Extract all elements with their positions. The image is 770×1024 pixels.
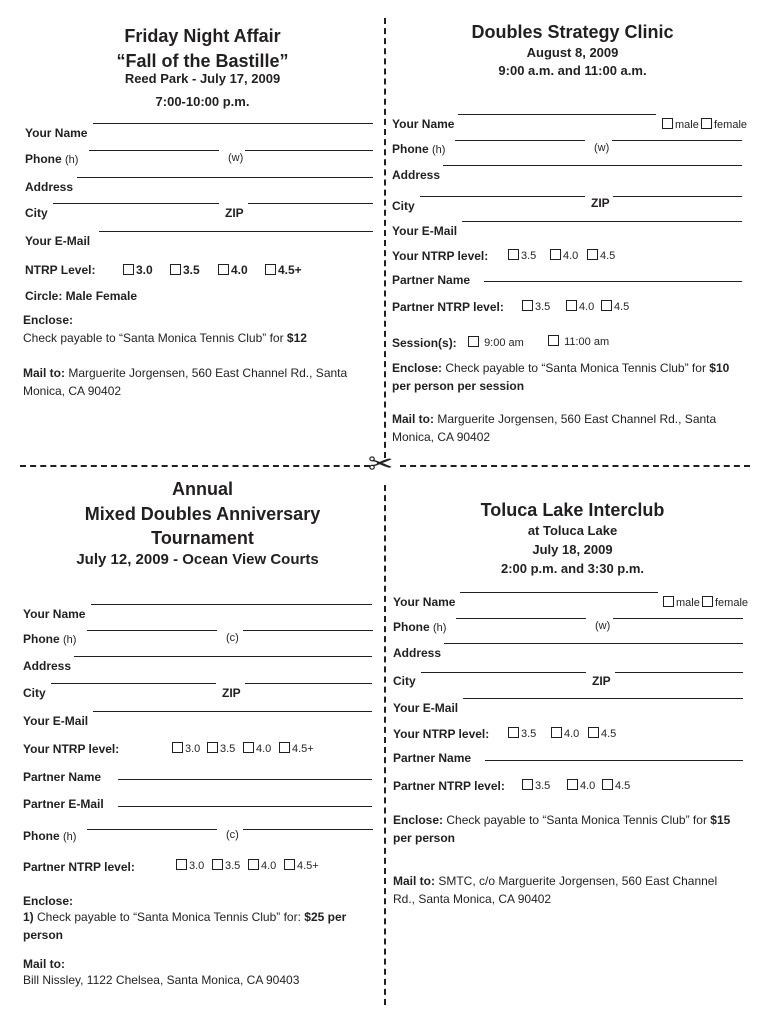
q3-title-line2: Mixed Doubles Anniversary: [84, 504, 321, 524]
q1-ntrp-option[interactable]: 3.0: [123, 263, 153, 277]
q2-title: Doubles Strategy Clinic: [471, 22, 674, 42]
checkbox-icon: [284, 859, 295, 870]
q3-title-line1: Annual: [172, 479, 233, 499]
q4-subtitle-line2: July 18, 2009: [532, 542, 613, 557]
q2-email-field[interactable]: [462, 221, 742, 222]
q1-city-field[interactable]: [53, 203, 219, 204]
q4-ntrp-option[interactable]: 4.5: [588, 727, 616, 740]
q4-email-field[interactable]: [463, 698, 743, 699]
q4-address-label: Address: [393, 646, 442, 660]
q2-ntrp-option[interactable]: 3.5: [508, 249, 536, 262]
q4-ntrp-option[interactable]: 4.0: [551, 727, 579, 740]
checkbox-icon: [172, 742, 183, 753]
checkbox-icon: [601, 300, 612, 311]
q1-title-line2: “Fall of the Bastille”: [116, 51, 289, 71]
checkbox-icon: [508, 727, 519, 738]
q1-email-field[interactable]: [99, 231, 373, 232]
checkbox-icon: [663, 596, 674, 607]
q1-name-label: Your Name: [25, 126, 88, 140]
q4-subtitle-line1: at Toluca Lake: [527, 523, 618, 538]
q3-ntrp-option[interactable]: 4.0: [243, 742, 271, 755]
q4-name-field[interactable]: [460, 592, 658, 593]
q3-partner-name-field[interactable]: [118, 779, 372, 780]
checkbox-icon: [551, 727, 562, 738]
q1-zip-label: ZIP: [225, 206, 244, 220]
q4-partner-name-field[interactable]: [485, 760, 743, 761]
q1-check-instructions: Check payable to “Santa Monica Tennis Club” for $12: [23, 331, 307, 345]
checkbox-icon: [662, 118, 673, 129]
q3-email-label: Your E-Mail: [23, 714, 89, 728]
q3-city-label: City: [23, 686, 46, 700]
q3-address-field[interactable]: [74, 656, 372, 657]
checkbox-icon: [243, 742, 254, 753]
q3-partner-email-field[interactable]: [118, 806, 372, 807]
q4-phone-work-field[interactable]: [613, 618, 743, 619]
checkbox-icon: [508, 249, 519, 260]
q3-phone-cell-field[interactable]: [243, 630, 373, 631]
q2-zip-field[interactable]: [613, 196, 742, 197]
q4-ntrp-option[interactable]: 3.5: [508, 727, 536, 740]
checkbox-icon: [522, 779, 533, 790]
checkbox-icon: [550, 249, 561, 260]
q4-title: Toluca Lake Interclub: [480, 500, 665, 520]
q3-partner-ntrp-label: Partner NTRP level:: [23, 860, 135, 874]
q4-phone-label: Phone (h): [393, 620, 447, 634]
checkbox-icon: [587, 249, 598, 260]
checkbox-icon: [123, 264, 134, 275]
checkbox-icon: [207, 742, 218, 753]
q1-subtitle-line1: Reed Park - July 17, 2009: [124, 71, 281, 86]
q4-partner-ntrp-option[interactable]: 4.0: [567, 779, 595, 792]
q2-partner-ntrp-label: Partner NTRP level:: [392, 300, 504, 314]
q1-ntrp-option[interactable]: 3.5: [170, 263, 200, 277]
checkbox-icon: [468, 336, 479, 347]
q3-mail-address: Bill Nissley, 1122 Chelsea, Santa Monica, CA 90403: [23, 973, 300, 987]
q2-email-label: Your E-Mail: [392, 224, 458, 238]
q3-zip-label: ZIP: [222, 686, 241, 700]
q3-city-field[interactable]: [51, 683, 216, 684]
q1-phone-label: Phone (h): [25, 152, 79, 166]
checkbox-icon: [176, 859, 187, 870]
q4-name-label: Your Name: [393, 595, 456, 609]
q4-zip-field[interactable]: [615, 672, 743, 673]
q2-session-option[interactable]: 9:00 am: [468, 336, 524, 349]
horizontal-cut-line-right: [400, 465, 750, 467]
q2-address-label: Address: [392, 168, 441, 182]
checkbox-icon: [566, 300, 577, 311]
checkbox-icon: [265, 264, 276, 275]
scissors-icon: ✂: [368, 448, 394, 481]
q2-phone-work-field[interactable]: [612, 140, 742, 141]
checkbox-icon: [602, 779, 613, 790]
q1-email-label: Your E-Mail: [25, 234, 91, 248]
q2-partner-ntrp-option[interactable]: 4.0: [566, 300, 594, 313]
q1-phone-work-label: (w): [228, 152, 244, 164]
q3-ntrp-option[interactable]: 3.5: [207, 742, 235, 755]
checkbox-icon: [248, 859, 259, 870]
q2-zip-label: ZIP: [591, 196, 610, 210]
q4-city-label: City: [393, 674, 416, 688]
q4-male-option[interactable]: male: [663, 596, 700, 609]
q2-partner-name-label: Partner Name: [392, 273, 471, 287]
q3-zip-field[interactable]: [245, 683, 372, 684]
q2-enclose-instructions: Enclose: Check payable to “Santa Monica Tennis Club” for $10 per person per session: [392, 361, 730, 393]
q3-phone-cell-label: (c): [226, 632, 239, 644]
q2-partner-name-field[interactable]: [484, 281, 742, 282]
q3-enclose-label: Enclose:: [23, 894, 74, 908]
q3-phone-home-field[interactable]: [87, 630, 217, 631]
q2-address-field[interactable]: [443, 165, 742, 166]
q3-name-label: Your Name: [23, 607, 86, 621]
q3-partner-email-label: Partner E-Mail: [23, 797, 104, 811]
q1-ntrp-label: NTRP Level:: [25, 263, 96, 277]
q3-partner-phone-home-field[interactable]: [87, 829, 217, 830]
q1-ntrp-option[interactable]: 4.5+: [265, 263, 302, 277]
q1-phone-work-field[interactable]: [245, 150, 373, 151]
q2-ntrp-option[interactable]: 4.0: [550, 249, 578, 262]
q1-city-label: City: [25, 206, 48, 220]
q4-address-field[interactable]: [444, 643, 743, 644]
horizontal-cut-line-left: [20, 465, 370, 467]
q4-zip-label: ZIP: [592, 674, 611, 688]
q4-phone-work-label: (w): [595, 620, 611, 632]
q3-mail-label: Mail to:: [23, 957, 65, 971]
q4-female-option[interactable]: female: [702, 596, 748, 609]
q2-city-field[interactable]: [420, 196, 585, 197]
q3-ntrp-label: Your NTRP level:: [23, 742, 120, 756]
q3-partner-ntrp-option[interactable]: 3.5: [212, 859, 240, 872]
q2-phone-work-label: (w): [594, 142, 610, 154]
q1-enclose-label: Enclose:: [23, 313, 74, 327]
q3-partner-name-label: Partner Name: [23, 770, 102, 784]
q1-gender-circle: Circle: Male Female: [25, 289, 138, 303]
q4-partner-name-label: Partner Name: [393, 751, 472, 765]
checkbox-icon: [212, 859, 223, 870]
q3-partner-phone-cell-field[interactable]: [243, 829, 373, 830]
q2-phone-home-field[interactable]: [455, 140, 585, 141]
q4-ntrp-label: Your NTRP level:: [393, 727, 490, 741]
q2-subtitle-line1: August 8, 2009: [526, 45, 619, 60]
q2-phone-label: Phone (h): [392, 142, 446, 156]
q3-check-instructions: 1) Check payable to “Santa Monica Tennis Club” for: $25 per person: [23, 910, 347, 942]
q1-zip-field[interactable]: [248, 203, 373, 204]
q4-partner-ntrp-option[interactable]: 3.5: [522, 779, 550, 792]
q2-male-option[interactable]: male: [662, 118, 699, 131]
q1-title-line1: Friday Night Affair: [124, 26, 281, 46]
q2-ntrp-option[interactable]: 4.5: [587, 249, 615, 262]
q2-name-label: Your Name: [392, 117, 455, 131]
checkbox-icon: [522, 300, 533, 311]
checkbox-icon: [567, 779, 578, 790]
q1-subtitle-line2: 7:00-10:00 p.m.: [155, 94, 250, 109]
q3-partner-ntrp-option[interactable]: 4.5+: [284, 859, 319, 872]
q3-phone-label: Phone (h): [23, 632, 77, 646]
q4-partner-ntrp-option[interactable]: 4.5: [602, 779, 630, 792]
q3-subtitle: July 12, 2009 - Ocean View Courts: [76, 551, 319, 568]
q2-mail-to: Mail to: Marguerite Jorgensen, 560 East Channel Rd., Santa Monica, CA 90402: [392, 412, 717, 444]
q3-ntrp-option[interactable]: 4.5+: [279, 742, 314, 755]
q1-ntrp-option[interactable]: 4.0: [218, 263, 248, 277]
q2-partner-ntrp-option[interactable]: 4.5: [601, 300, 629, 313]
checkbox-icon: [279, 742, 290, 753]
q4-phone-home-field[interactable]: [456, 618, 586, 619]
q3-partner-phone-label: Phone (h): [23, 829, 77, 843]
q1-name-field[interactable]: [93, 123, 373, 124]
q4-mail-to: Mail to: SMTC, c/o Marguerite Jorgensen, 560 East Channel Rd., Santa Monica, CA 90402: [393, 874, 718, 906]
q4-partner-ntrp-label: Partner NTRP level:: [393, 779, 505, 793]
q4-enclose-instructions: Enclose: Check payable to “Santa Monica Tennis Club” for $15 per person: [393, 813, 731, 845]
q1-address-label: Address: [25, 180, 74, 194]
q3-email-field[interactable]: [93, 711, 372, 712]
q2-subtitle-line2: 9:00 a.m. and 11:00 a.m.: [498, 63, 647, 78]
q1-address-field[interactable]: [77, 177, 373, 178]
q3-partner-phone-cell-label: (c): [226, 829, 239, 841]
q4-subtitle-line3: 2:00 p.m. and 3:30 p.m.: [500, 561, 645, 576]
checkbox-icon: [701, 118, 712, 129]
q3-partner-ntrp-option[interactable]: 3.0: [176, 859, 204, 872]
q4-email-label: Your E-Mail: [393, 701, 459, 715]
checkbox-icon: [548, 335, 559, 346]
q3-name-field[interactable]: [91, 604, 372, 605]
q3-title-line3: Tournament: [151, 528, 254, 548]
q2-name-field[interactable]: [458, 114, 656, 115]
q3-address-label: Address: [23, 659, 72, 673]
q2-female-option[interactable]: female: [701, 118, 747, 131]
vertical-cut-line-lower: [384, 485, 386, 1005]
checkbox-icon: [588, 727, 599, 738]
q1-phone-home-field[interactable]: [89, 150, 219, 151]
q2-ntrp-label: Your NTRP level:: [392, 249, 489, 263]
checkbox-icon: [702, 596, 713, 607]
q2-sessions-label: Session(s):: [392, 336, 457, 350]
checkbox-icon: [170, 264, 181, 275]
q3-ntrp-option[interactable]: 3.0: [172, 742, 200, 755]
q3-partner-ntrp-option[interactable]: 4.0: [248, 859, 276, 872]
q2-city-label: City: [392, 199, 415, 213]
q4-city-field[interactable]: [421, 672, 586, 673]
q2-partner-ntrp-option[interactable]: 3.5: [522, 300, 550, 313]
q2-session-option[interactable]: 11:00 am: [548, 335, 609, 348]
q1-mail-to: Mail to: Marguerite Jorgensen, 560 East Channel Rd., Santa Monica, CA 90402: [23, 366, 348, 398]
checkbox-icon: [218, 264, 229, 275]
